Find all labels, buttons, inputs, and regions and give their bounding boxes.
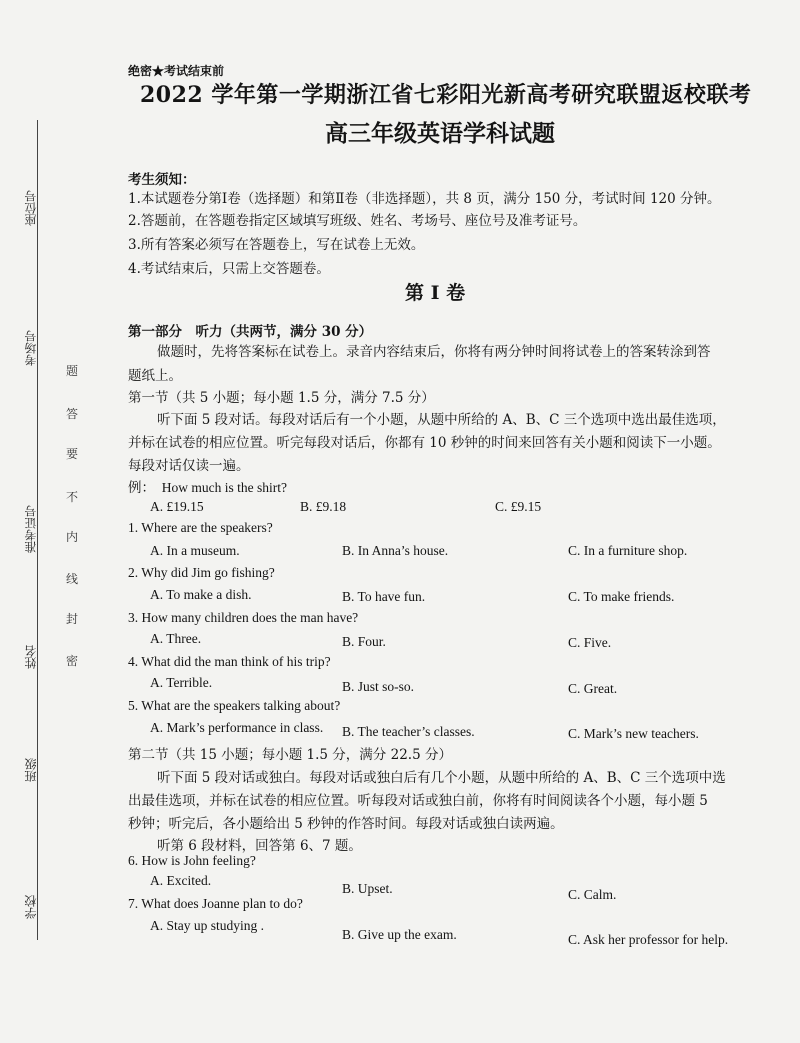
part-heading: 第一部分 听力（共两节，满分 30 分）: [128, 324, 373, 340]
exam-subtitle: 高三年级英语学科试题: [325, 120, 555, 147]
notice-item: 2.答题前，在答题卷指定区域填写班级、姓名、考场号、座位号及准考证号。: [128, 213, 587, 229]
class-label: 班级: [24, 758, 38, 782]
fold-char: 不: [66, 490, 79, 504]
option-b: B. The teacher’s classes.: [342, 724, 475, 739]
option-c: C. Mark’s new teachers.: [568, 726, 699, 741]
fold-char: 要: [66, 447, 79, 461]
notice-item: 4.考试结束后，只需上交答题卷。: [128, 261, 330, 277]
option-b: B. Give up the exam.: [342, 927, 457, 942]
option-b: B. In Anna’s house.: [342, 543, 449, 558]
part-intro: 题纸上。: [128, 368, 182, 384]
option-a: A. In a museum.: [150, 543, 240, 558]
section-instructions: 出最佳选项，并标在试卷的相应位置。听每段对话或独白前，你将有时间阅读各个小题，每小题 5: [128, 793, 708, 809]
section-heading: 第一节（共 5 小题；每小题 1.5 分，满分 7.5 分）: [128, 390, 435, 406]
section-instructions: 并标在试卷的相应位置。听完每段对话后，你都有 10 秒钟的时间来回答有关小题和阅读下一小题。: [128, 435, 721, 451]
exam-title: 2022 学年第一学期浙江省七彩阳光新高考研究联盟返校联考: [140, 82, 752, 108]
section-instructions: 听下面 5 段对话。每段对话后有一个小题，从题中所给的 A、B、C 三个选项中选出最佳选项，: [157, 412, 726, 428]
example-question: 例： How much is the shirt?: [128, 480, 287, 495]
option-c: C. Ask her professor for help.: [568, 932, 729, 947]
notice-item: 3.所有答案必须写在答题卷上，写在试卷上无效。: [128, 237, 425, 253]
fold-char: 题: [66, 364, 79, 378]
section-heading: 第二节（共 15 小题；每小题 1.5 分，满分 22.5 分）: [128, 747, 452, 763]
seat-number-label: 座位号: [24, 190, 38, 226]
question: 6. How is John feeling?: [128, 853, 256, 868]
option-a: A. Stay up studying .: [150, 918, 265, 933]
option-a: A. Mark’s performance in class.: [150, 720, 324, 735]
question: 4. What did the man think of his trip?: [128, 654, 331, 669]
option-b: B. To have fun.: [342, 589, 426, 604]
section-instructions: 听下面 5 段对话或独白。每段对话或独白后有几个小题，从题中所给的 A、B、C 三个选项中选: [157, 770, 726, 786]
volume-title: 第 I 卷: [405, 282, 466, 304]
option-b: B. Upset.: [342, 881, 393, 896]
option-a: A. £19.15: [150, 499, 204, 514]
option-a: A. To make a dish.: [150, 587, 252, 602]
fold-char: 封: [66, 612, 79, 626]
fold-char: 密: [66, 654, 79, 668]
notice-item: 1.本试题卷分第Ⅰ卷（选择题）和第Ⅱ卷（非选择题），共 8 页，满分 150 分，考试时间 120 分钟。: [128, 191, 721, 207]
option-a: A. Excited.: [150, 873, 212, 888]
option-c: C. Calm.: [568, 887, 617, 902]
question: 2. Why did Jim go fishing?: [128, 565, 275, 580]
fold-char: 线: [66, 572, 79, 586]
confidential-label: 绝密★考试结束前: [128, 64, 225, 78]
option-b: B. Four.: [342, 634, 386, 649]
question: 3. How many children does the man have?: [128, 610, 359, 625]
material-intro: 听第 6 段材料，回答第 6、7 题。: [157, 838, 362, 854]
school-label: 学校: [24, 895, 38, 919]
option-c: C. £9.15: [495, 499, 542, 514]
option-a: A. Terrible.: [150, 675, 213, 690]
option-b: B. Just so-so.: [342, 679, 415, 694]
option-c: C. Five.: [568, 635, 612, 650]
option-c: C. Great.: [568, 681, 618, 696]
exam-room-label: 考场号: [24, 330, 38, 366]
option-b: B. £9.18: [300, 499, 347, 514]
name-label: 姓名: [24, 645, 38, 669]
option-c: C. In a furniture shop.: [568, 543, 688, 558]
notice-heading: 考生须知：: [128, 172, 196, 188]
question: 1. Where are the speakers?: [128, 520, 273, 535]
part-intro: 做题时，先将答案标在试卷上。录音内容结束后，你将有两分钟时间将试卷上的答案转涂到答: [157, 344, 711, 360]
fold-char: 内: [66, 530, 79, 544]
question: 5. What are the speakers talking about?: [128, 698, 341, 713]
section-instructions: 每段对话仅读一遍。: [128, 458, 250, 474]
section-instructions: 秒钟；听完后，各小题给出 5 秒钟的作答时间。每段对话或独白读两遍。: [128, 816, 564, 832]
option-c: C. To make friends.: [568, 589, 675, 604]
question: 7. What does Joanne plan to do?: [128, 896, 303, 911]
option-a: A. Three.: [150, 631, 202, 646]
admission-number-label: 准考证号: [24, 505, 38, 553]
fold-char: 答: [66, 407, 79, 421]
